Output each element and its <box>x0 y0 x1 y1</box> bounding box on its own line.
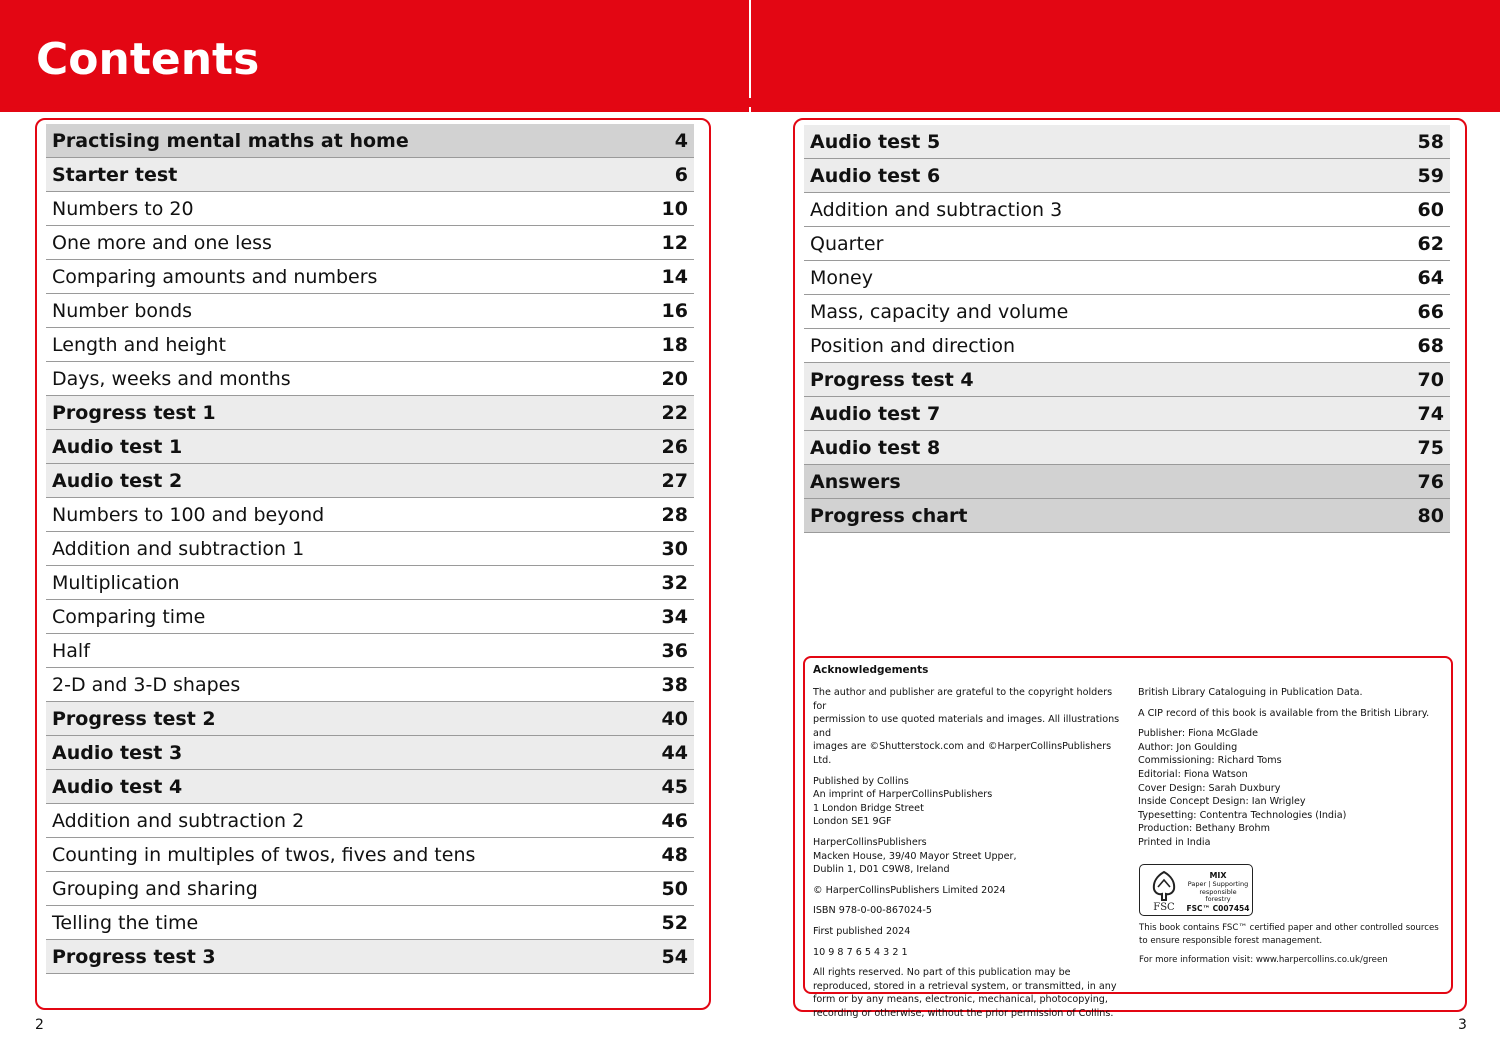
toc-entry-title: Counting in multiples of twos, fives and tens <box>52 843 476 866</box>
toc-entry <box>804 397 1450 431</box>
toc-entry <box>46 430 694 464</box>
toc-entry <box>46 940 694 974</box>
toc-entry <box>46 498 694 532</box>
toc-entry-page: 38 <box>661 673 688 696</box>
toc-entry-title: Comparing amounts and numbers <box>52 265 378 288</box>
acknowledgements-paragraph <box>813 775 1127 829</box>
acknowledgements-line: Printed in India <box>1138 836 1211 848</box>
fsc-badge <box>1139 864 1253 916</box>
acknowledgements-line: First published 2024 <box>813 925 911 937</box>
toc-entry <box>46 226 694 260</box>
toc-entry-title: Quarter <box>810 232 884 255</box>
acknowledgements-line: Author: Jon Goulding <box>1138 741 1238 753</box>
acknowledgements-line: British Library Cataloguing in Publication Data. <box>1138 687 1363 698</box>
acknowledgements-paragraph <box>1138 727 1443 849</box>
toc-entry <box>46 906 694 940</box>
acknowledgements-line: © HarperCollinsPublishers Limited 2024 <box>813 884 1006 896</box>
acknowledgements-line: images are ©Shutterstock.com and ©HarperCollinsPublishers Ltd. <box>813 741 1112 766</box>
toc-entry-page: 16 <box>661 299 688 322</box>
acknowledgements-line: reproduced, stored in a retrieval system, or transmitted, in any <box>813 980 1117 992</box>
header-banner-right <box>751 0 1500 112</box>
toc-entry <box>46 600 694 634</box>
toc-entry-title: Addition and subtraction 3 <box>810 198 1063 221</box>
toc-entry <box>46 838 694 872</box>
toc-list-right <box>804 125 1450 533</box>
toc-entry <box>804 159 1450 193</box>
fsc-sub-label: Paper | Supporting responsible forestry <box>1187 880 1249 903</box>
toc-entry <box>804 295 1450 329</box>
acknowledgements-column-1 <box>813 686 1127 1027</box>
toc-entry <box>46 294 694 328</box>
toc-entry <box>46 362 694 396</box>
toc-entry-page: 44 <box>661 741 688 764</box>
toc-entry <box>804 465 1450 499</box>
toc-entry-title: Progress test 2 <box>52 707 216 730</box>
acknowledgements-paragraph <box>813 686 1127 768</box>
toc-entry <box>804 261 1450 295</box>
toc-entry-page: 18 <box>661 333 688 356</box>
toc-entry <box>46 158 694 192</box>
acknowledgements-line: recording or otherwise, without the prior permission of Collins. <box>813 1007 1114 1019</box>
toc-entry-title: Audio test 7 <box>810 402 941 425</box>
toc-entry-title: Progress chart <box>810 504 968 527</box>
acknowledgements-line: Commissioning: Richard Toms <box>1138 755 1282 767</box>
toc-entry-page: 60 <box>1417 198 1444 221</box>
acknowledgements-line: ISBN 978-0-00-867024-5 <box>813 905 932 917</box>
acknowledgements-line: Macken House, 39/40 Mayor Street Upper, <box>813 850 1017 862</box>
acknowledgements-line: HarperCollinsPublishers <box>813 836 927 848</box>
toc-entry <box>46 736 694 770</box>
toc-entry-page: 54 <box>661 945 688 968</box>
toc-entry-page: 28 <box>661 503 688 526</box>
toc-entry-title: Days, weeks and months <box>52 367 291 390</box>
acknowledgements-paragraph <box>1138 707 1443 721</box>
toc-entry-title: Number bonds <box>52 299 193 322</box>
acknowledgements-paragraph <box>813 836 1127 877</box>
toc-entry-title: Audio test 2 <box>52 469 183 492</box>
toc-entry-title: Comparing time <box>52 605 206 628</box>
toc-entry <box>46 770 694 804</box>
toc-entry <box>804 499 1450 533</box>
toc-entry <box>46 532 694 566</box>
toc-entry-title: Audio test 4 <box>52 775 183 798</box>
toc-entry-title: Audio test 5 <box>810 130 941 153</box>
toc-entry <box>804 363 1450 397</box>
acknowledgements-line: A CIP record of this book is available from the British Library. <box>1138 707 1430 719</box>
toc-entry <box>46 192 694 226</box>
toc-entry-page: 48 <box>661 843 688 866</box>
toc-list-left <box>46 124 694 974</box>
toc-entry-page: 36 <box>661 639 688 662</box>
toc-entry <box>804 193 1450 227</box>
page-number-left: 2 <box>35 1017 44 1033</box>
toc-entry-title: 2-D and 3-D shapes <box>52 673 241 696</box>
toc-entry-page: 4 <box>674 129 688 152</box>
toc-entry-page: 58 <box>1417 130 1444 153</box>
toc-entry <box>804 329 1450 363</box>
toc-entry-page: 45 <box>661 775 688 798</box>
toc-entry-title: Answers <box>810 470 901 493</box>
toc-entry-page: 66 <box>1417 300 1444 323</box>
acknowledgements-line: Production: Bethany Brohm <box>1138 823 1270 835</box>
toc-entry-page: 6 <box>674 163 688 186</box>
toc-entry-page: 40 <box>661 707 688 730</box>
toc-entry-page: 68 <box>1417 334 1444 357</box>
fsc-code-label: FSC™ C007454 <box>1186 904 1250 913</box>
toc-entry-page: 50 <box>661 877 688 900</box>
toc-entry-page: 26 <box>661 435 688 458</box>
fsc-note: This book contains FSC™ certified paper and other controlled sources to ensure responsible forest management. <box>1139 923 1439 946</box>
acknowledgements-paragraph <box>1138 686 1443 700</box>
acknowledgements-line: Cover Design: Sarah Duxbury <box>1138 782 1281 794</box>
toc-entry <box>46 872 694 906</box>
toc-entry <box>804 431 1450 465</box>
toc-entry-title: Progress test 1 <box>52 401 216 424</box>
toc-entry <box>46 124 694 158</box>
toc-entry-title: Mass, capacity and volume <box>810 300 1069 323</box>
acknowledgements-paragraph <box>813 925 1127 939</box>
toc-entry-page: 75 <box>1417 436 1444 459</box>
toc-entry-page: 32 <box>661 571 688 594</box>
toc-entry-page: 10 <box>661 197 688 220</box>
toc-entry <box>46 804 694 838</box>
toc-entry <box>46 464 694 498</box>
fsc-logo-text: FSC <box>1153 902 1175 912</box>
fsc-mix-label: MIX <box>1209 871 1227 880</box>
toc-entry <box>46 396 694 430</box>
toc-entry-page: 34 <box>661 605 688 628</box>
acknowledgements-line: permission to use quoted materials and images. All illustrations and <box>813 714 1120 739</box>
toc-entry-title: Position and direction <box>810 334 1016 357</box>
toc-entry-page: 59 <box>1417 164 1444 187</box>
toc-entry-page: 64 <box>1417 266 1444 289</box>
toc-entry-page: 30 <box>661 537 688 560</box>
toc-entry-title: Addition and subtraction 1 <box>52 537 305 560</box>
toc-entry-page: 74 <box>1417 402 1444 425</box>
toc-entry <box>804 125 1450 159</box>
page-title: Contents <box>36 34 260 85</box>
toc-entry-title: Telling the time <box>52 911 199 934</box>
toc-entry-title: Progress test 3 <box>52 945 216 968</box>
toc-entry-title: Multiplication <box>52 571 180 594</box>
toc-entry-page: 76 <box>1417 470 1444 493</box>
fsc-web-note: For more information visit: www.harpercollins.co.uk/green <box>1139 955 1388 965</box>
acknowledgements-paragraph <box>813 904 1127 918</box>
acknowledgements-line: An imprint of HarperCollinsPublishers <box>813 789 993 801</box>
toc-entry-title: Half <box>52 639 90 662</box>
acknowledgements-line: Editorial: Fiona Watson <box>1138 768 1248 780</box>
toc-entry <box>46 702 694 736</box>
acknowledgements-line: All rights reserved. No part of this publication may be <box>813 967 1071 979</box>
toc-entry-page: 46 <box>661 809 688 832</box>
fsc-tree-icon <box>1144 868 1184 912</box>
acknowledgements-line: Published by Collins <box>813 775 909 787</box>
acknowledgements-line: Publisher: Fiona McGlade <box>1138 728 1259 740</box>
toc-entry-title: Length and height <box>52 333 226 356</box>
acknowledgements-paragraph <box>813 884 1127 898</box>
toc-entry-page: 52 <box>661 911 688 934</box>
toc-entry-title: Practising mental maths at home <box>52 129 409 152</box>
toc-entry-title: Numbers to 100 and beyond <box>52 503 325 526</box>
acknowledgements-column-2 <box>1138 686 1443 857</box>
toc-entry <box>46 668 694 702</box>
acknowledgements-line: Inside Concept Design: Ian Wrigley <box>1138 796 1306 808</box>
toc-entry-page: 62 <box>1417 232 1444 255</box>
toc-entry-page: 27 <box>661 469 688 492</box>
toc-entry-page: 22 <box>661 401 688 424</box>
toc-entry-title: Grouping and sharing <box>52 877 258 900</box>
acknowledgements-box <box>803 656 1453 1019</box>
toc-entry-title: Audio test 3 <box>52 741 183 764</box>
toc-entry <box>46 260 694 294</box>
acknowledgements-line: Dublin 1, D01 C9W8, Ireland <box>813 864 950 876</box>
toc-entry-title: Addition and subtraction 2 <box>52 809 305 832</box>
acknowledgements-line: form or by any means, electronic, mechanical, photocopying, <box>813 994 1108 1006</box>
toc-entry-title: Audio test 6 <box>810 164 941 187</box>
toc-entry <box>46 566 694 600</box>
toc-entry-page: 70 <box>1417 368 1444 391</box>
toc-entry-title: Money <box>810 266 873 289</box>
toc-entry <box>46 634 694 668</box>
acknowledgements-title: Acknowledgements <box>813 664 929 676</box>
acknowledgements-paragraph <box>813 966 1127 1020</box>
banner-wave-edge <box>0 98 1500 118</box>
acknowledgements-line: 10 9 8 7 6 5 4 3 2 1 <box>813 946 908 958</box>
toc-entry-title: Progress test 4 <box>810 368 974 391</box>
acknowledgements-paragraph <box>813 946 1127 960</box>
toc-entry-title: Numbers to 20 <box>52 197 194 220</box>
toc-entry-title: Audio test 8 <box>810 436 941 459</box>
acknowledgements-line: Typesetting: Contentra Technologies (India) <box>1138 809 1347 821</box>
acknowledgements-line: London SE1 9GF <box>813 816 892 828</box>
toc-entry-page: 20 <box>661 367 688 390</box>
acknowledgements-line: 1 London Bridge Street <box>813 802 924 814</box>
toc-entry-title: Starter test <box>52 163 178 186</box>
toc-entry-title: One more and one less <box>52 231 272 254</box>
toc-entry-page: 80 <box>1417 504 1444 527</box>
toc-entry-page: 12 <box>661 231 688 254</box>
toc-entry <box>46 328 694 362</box>
acknowledgements-line: The author and publisher are grateful to the copyright holders for <box>813 687 1113 712</box>
toc-entry-title: Audio test 1 <box>52 435 183 458</box>
page-number-right: 3 <box>1458 1017 1467 1033</box>
toc-entry-page: 14 <box>661 265 688 288</box>
toc-entry <box>804 227 1450 261</box>
